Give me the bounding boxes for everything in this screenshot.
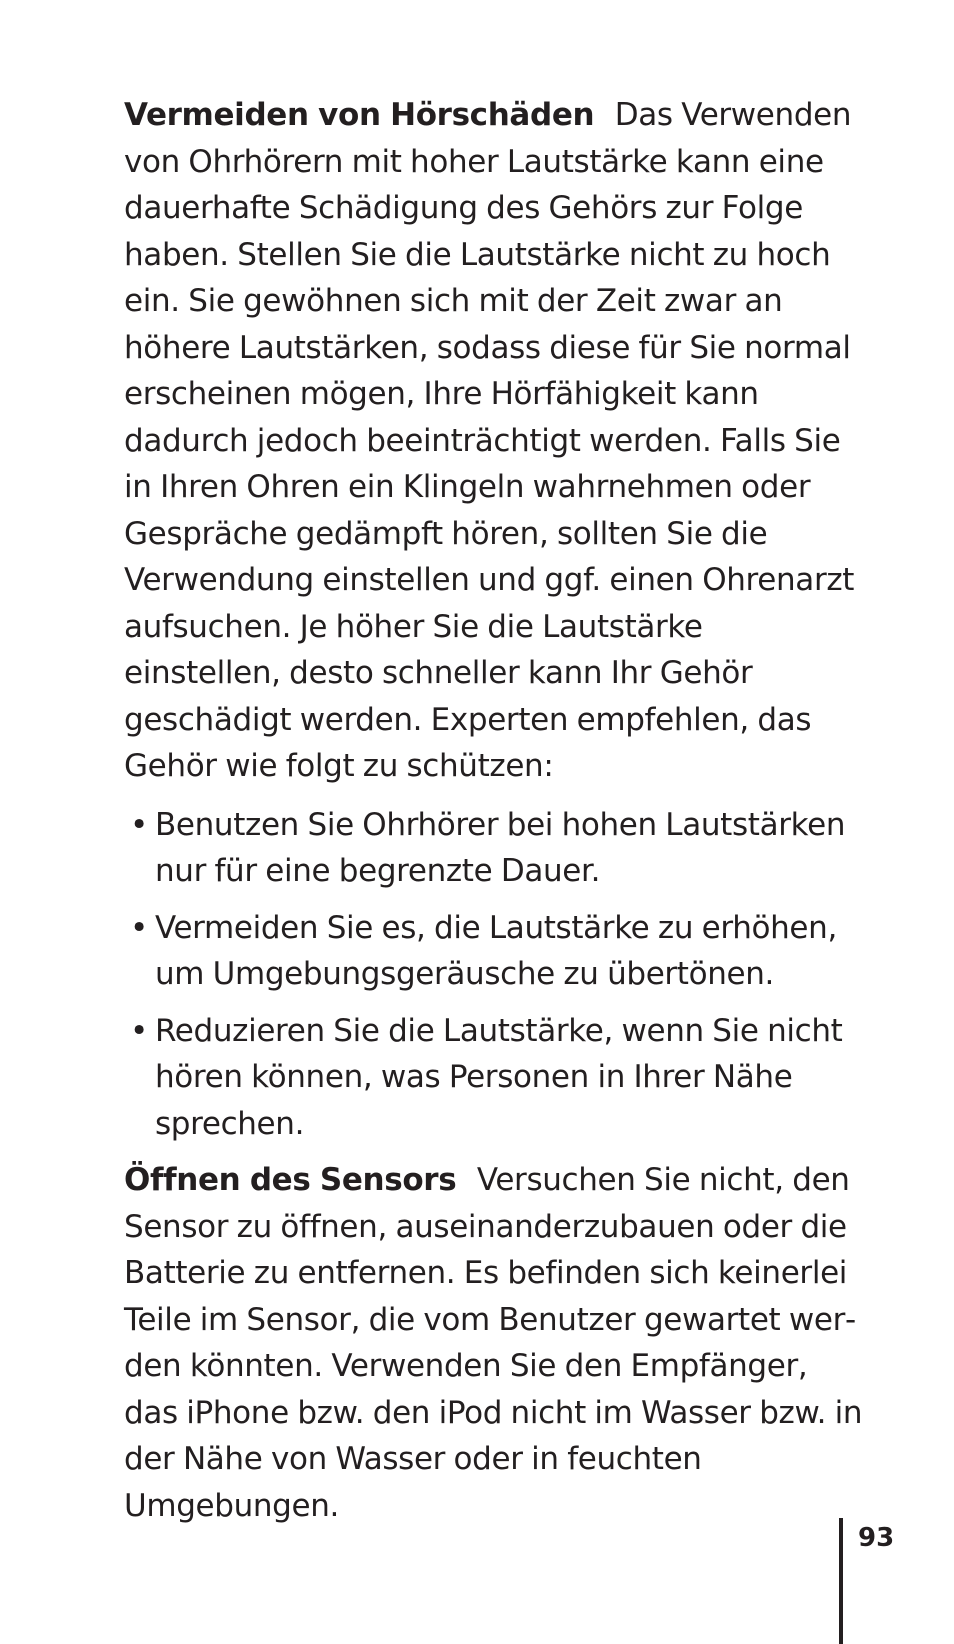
heading-hearing-damage: Vermeiden von Hörschäden	[124, 97, 595, 133]
page-content	[124, 92, 864, 1529]
list-item-text: Vermeiden Sie es, die Lautstärke zu erhöhen, um Umgebungsgeräusche zu übertönen.	[155, 909, 837, 992]
bullet-list	[124, 802, 864, 1148]
bullet-icon: •	[130, 806, 148, 843]
paragraph-open-sensor	[124, 1157, 864, 1529]
heading-open-sensor: Öffnen des Sensors	[124, 1162, 457, 1198]
list-item	[124, 905, 864, 998]
bullet-icon: •	[130, 909, 148, 946]
list-item	[124, 802, 864, 895]
list-item-text: Reduzieren Sie die Lautstärke, wenn Sie nicht hören können, was Personen in Ihrer Nähe sprechen.	[155, 1012, 843, 1142]
page-number: 93	[858, 1523, 895, 1553]
paragraph-hearing-damage	[124, 92, 864, 790]
body-hearing-damage: Das Verwenden von Ohrhörern mit hoher Lautstärke kann eine dauerhafte Schädigung des Gehörs zur Folge haben. Stellen Sie die Lautstärke nicht zu hoch ein. Sie gewöhnen sich mit der Zeit zwar an höhere Lautstärken, sodass diese für Sie normal erscheinen mögen, Ihre Hörfähigkeit kann dadurch jedoch beeinträchtigt werden. Falls Sie in Ihren Ohren ein Klingeln wahrnehmen oder Gespräche gedämpft hören, sollten Sie die Verwendung einstellen und ggf. einen Ohrenarzt aufsuchen. Je höher Sie die Lautstärke einstellen, desto schneller kann Ihr Gehör geschädigt werden. Experten empfehlen, das Gehör wie folgt zu schützen:	[124, 97, 855, 784]
body-open-sensor: Versuchen Sie nicht, den Sensor zu öffnen, auseinanderzubauen oder die Batterie zu entfernen. Es befinden sich keinerlei Teile im Sensor, die vom Benutzer gewartet werden könnten. Verwenden Sie den Empfänger, das iPhone bzw. den iPod nicht im Wasser bzw. in der Nähe von Wasser oder in feuchten Umgebungen.	[124, 1162, 863, 1524]
list-item	[124, 1008, 864, 1148]
list-item-text: Benutzen Sie Ohrhörer bei hohen Lautstärken nur für eine begrenzte Dauer.	[155, 806, 846, 889]
bullet-icon: •	[130, 1012, 148, 1049]
footer-divider	[839, 1518, 843, 1644]
